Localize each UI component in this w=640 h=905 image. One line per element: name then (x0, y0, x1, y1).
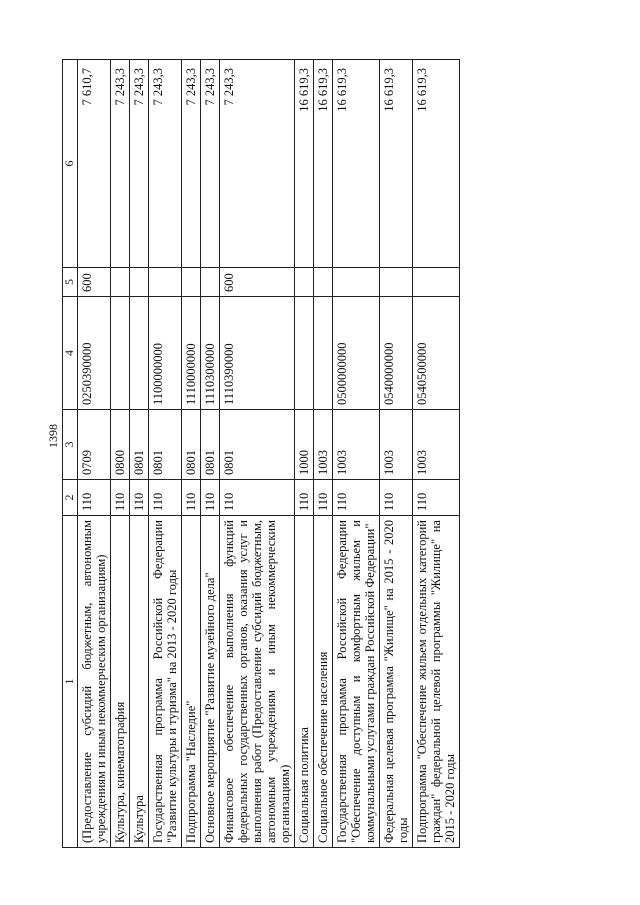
row-code-3: 1003 (333, 410, 380, 480)
row-code-5 (130, 268, 149, 297)
row-name: Культура (130, 516, 149, 848)
row-amount: 16 619,3 (413, 60, 460, 268)
row-code-2: 110 (413, 480, 460, 516)
column-header: 4 (63, 297, 78, 410)
row-code-2: 110 (182, 480, 201, 516)
row-code-2: 110 (111, 480, 130, 516)
row-code-3: 1003 (413, 410, 460, 480)
table-row (314, 60, 333, 848)
row-code-4: 1110390000 (220, 297, 295, 410)
row-amount: 16 619,3 (295, 60, 314, 268)
budget-table-rotated (62, 60, 560, 848)
table-row (201, 60, 220, 848)
row-name: Финансовое обеспечение выполнения функций федеральных государственных органов, оказания услуг и выполнения работ (Предоставление субсидий бюджетным, автономным учреждениям и иным некоммерческим организациям) (220, 516, 295, 848)
column-header: 1 (63, 516, 78, 848)
table-row (111, 60, 130, 848)
row-code-3: 0709 (78, 410, 111, 480)
row-name: Культура, кинематография (111, 516, 130, 848)
row-code-5 (149, 268, 182, 297)
row-amount: 16 619,3 (333, 60, 380, 268)
table-row (333, 60, 380, 848)
row-name: Государственная программа Российской Федерации "Обеспечение доступным и комфортным жильем и коммунальными услугами граждан Российской Федерации" (333, 516, 380, 848)
row-code-3: 0800 (111, 410, 130, 480)
row-code-2: 110 (295, 480, 314, 516)
row-code-5 (201, 268, 220, 297)
row-code-2: 110 (130, 480, 149, 516)
row-name: (Предоставление субсидий бюджетным, автономным учреждениям и иным некоммерческим организациям) (78, 516, 111, 848)
row-amount: 7 610,7 (78, 60, 111, 268)
table-row (220, 60, 295, 848)
table-row (413, 60, 460, 848)
table-header-row (63, 60, 78, 848)
row-amount: 16 619,3 (314, 60, 333, 268)
row-code-4: 1110300000 (201, 297, 220, 410)
row-name: Подпрограмма "Обеспечение жильем отдельных категорий граждан" федеральной целевой программы "Жилище" на 2015 - 2020 годы (413, 516, 460, 848)
row-amount: 7 243,3 (182, 60, 201, 268)
row-code-3: 0801 (149, 410, 182, 480)
row-amount: 16 619,3 (380, 60, 413, 268)
row-code-5 (314, 268, 333, 297)
row-code-3: 0801 (182, 410, 201, 480)
row-code-2: 110 (220, 480, 295, 516)
row-code-4: 0500000000 (333, 297, 380, 410)
row-code-5: 600 (78, 268, 111, 297)
row-code-3: 1000 (295, 410, 314, 480)
row-code-5: 600 (220, 268, 295, 297)
row-amount: 7 243,3 (149, 60, 182, 268)
row-code-3: 0801 (220, 410, 295, 480)
table-row (130, 60, 149, 848)
row-code-4: 0250390000 (78, 297, 111, 410)
row-code-5 (295, 268, 314, 297)
row-code-4: 0540000000 (380, 297, 413, 410)
row-name: Федеральная целевая программа "Жилище" на 2015 - 2020 годы (380, 516, 413, 848)
row-name: Основное мероприятие "Развитие музейного дела" (201, 516, 220, 848)
row-code-3: 0801 (130, 410, 149, 480)
row-code-4: 1110000000 (182, 297, 201, 410)
row-amount: 7 243,3 (130, 60, 149, 268)
row-code-4: 0540500000 (413, 297, 460, 410)
row-amount: 7 243,3 (220, 60, 295, 268)
row-code-5 (333, 268, 380, 297)
row-code-3: 0801 (201, 410, 220, 480)
column-header: 2 (63, 480, 78, 516)
row-code-2: 110 (201, 480, 220, 516)
row-code-5 (413, 268, 460, 297)
row-name: Социальное обеспечение населения (314, 516, 333, 848)
row-code-4 (295, 297, 314, 410)
row-code-5 (182, 268, 201, 297)
row-code-4 (130, 297, 149, 410)
row-name: Государственная программа Российской Федерации "Развитие культуры и туризма" на 2013 - 2020 годы (149, 516, 182, 848)
row-code-5 (111, 268, 130, 297)
row-code-2: 110 (314, 480, 333, 516)
row-code-4 (314, 297, 333, 410)
table-row (182, 60, 201, 848)
row-code-2: 110 (380, 480, 413, 516)
table-row (149, 60, 182, 848)
row-code-2: 110 (78, 480, 111, 516)
table-row (295, 60, 314, 848)
row-code-3: 1003 (314, 410, 333, 480)
row-code-3: 1003 (380, 410, 413, 480)
row-code-2: 110 (333, 480, 380, 516)
row-name: Подпрограмма "Наследие" (182, 516, 201, 848)
page-number: 1398 (46, 424, 60, 448)
row-code-5 (380, 268, 413, 297)
table-row (380, 60, 413, 848)
column-header: 3 (63, 410, 78, 480)
row-code-2: 110 (149, 480, 182, 516)
budget-table (62, 59, 460, 848)
row-amount: 7 243,3 (201, 60, 220, 268)
row-amount: 7 243,3 (111, 60, 130, 268)
row-name: Социальная политика (295, 516, 314, 848)
table-row (78, 60, 111, 848)
row-code-4 (111, 297, 130, 410)
row-code-4: 1100000000 (149, 297, 182, 410)
column-header: 6 (63, 60, 78, 268)
column-header: 5 (63, 268, 78, 297)
